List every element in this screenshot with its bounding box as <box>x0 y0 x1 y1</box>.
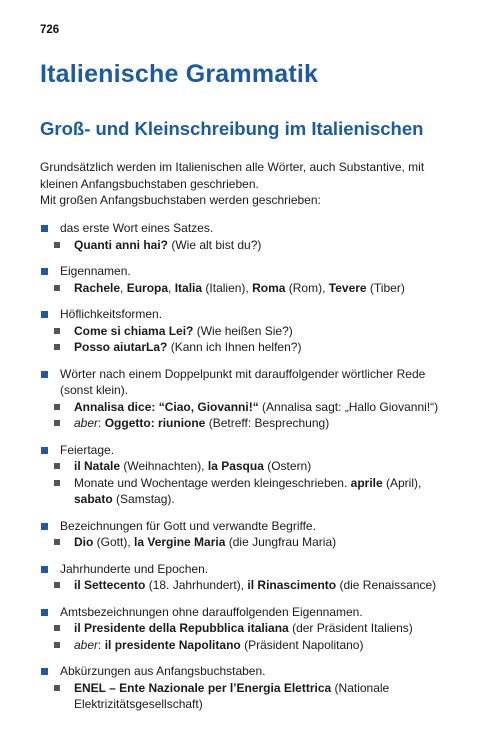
rule-item <box>40 442 450 508</box>
rule-item <box>40 366 450 432</box>
square-bullet-icon <box>41 311 48 318</box>
square-bullet-icon <box>41 668 48 675</box>
rule-text <box>40 663 450 680</box>
rule-text <box>40 442 450 459</box>
square-bullet-icon <box>41 609 48 616</box>
rule-label: das erste Wort eines Satzes. <box>60 221 214 235</box>
example-segment: (Italien), <box>202 280 253 295</box>
example-item <box>54 280 450 297</box>
example-segment: (Präsident Napolitano) <box>240 637 364 652</box>
rule-text <box>40 561 450 578</box>
example-segment: , <box>168 280 175 295</box>
example-segment: il Presidente della Repubblica italiana <box>74 621 289 635</box>
rule-label: Amtsbezeichnungen ohne darauffolgenden Eigennamen. <box>60 604 363 619</box>
example-segment: Dio <box>74 535 94 549</box>
rule-text <box>40 604 450 621</box>
example-segment: aber <box>74 637 99 652</box>
example-segment: (die Jungfrau Maria) <box>225 535 337 549</box>
example-segment: (der Präsident Italiens) <box>288 621 413 635</box>
example-item <box>54 637 450 654</box>
example-segment: Come si chiama Lei? <box>74 323 194 338</box>
small-square-bullet-icon <box>54 420 60 426</box>
example-segment: Annalisa dice: “Ciao, Giovanni!“ <box>74 399 259 414</box>
example-item <box>54 620 450 637</box>
small-square-bullet-icon <box>54 642 60 648</box>
example-segment: (Wie alt bist du?) <box>168 237 262 252</box>
rule-label: Jahrhunderte und Epochen. <box>60 561 209 576</box>
square-bullet-icon <box>41 447 48 454</box>
rule-list <box>40 220 450 713</box>
example-segment: Monate und Wochentage werden kleingeschrieben. <box>74 475 351 490</box>
small-square-bullet-icon <box>54 625 60 631</box>
rule-label: Abkürzungen aus Anfangsbuchstaben. <box>60 664 266 678</box>
rule-item <box>40 561 450 594</box>
example-segment: Posso aiutarLa? <box>74 340 168 354</box>
rule-text <box>40 263 450 280</box>
rule-label: Wörter nach einem Doppelpunkt mit darauffolgender wörtlicher Rede (sonst klein). <box>60 366 426 397</box>
intro-paragraph <box>40 159 440 209</box>
example-segment: (Gott), <box>93 535 135 549</box>
example-item <box>54 323 450 340</box>
section-heading: Groß- und Kleinschreibung im Italienischen <box>40 118 424 139</box>
small-square-bullet-icon <box>54 480 60 486</box>
example-segment: (Weihnachten), <box>120 459 208 473</box>
page-number: 726 <box>40 24 60 36</box>
example-segment: il Settecento <box>74 578 146 592</box>
example-segment: sabato <box>74 492 113 506</box>
example-segment: , <box>120 280 127 295</box>
small-square-bullet-icon <box>54 285 60 291</box>
example-segment: ENEL – Ente Nazionale per l’Energia Elettrica <box>74 680 332 695</box>
rule-label: Bezeichnungen für Gott und verwandte Begriffe. <box>60 518 316 533</box>
example-segment: Rachele <box>74 280 121 295</box>
rule-item <box>40 306 450 356</box>
rule-item <box>40 518 450 551</box>
example-item <box>54 458 450 475</box>
square-bullet-icon <box>41 371 48 378</box>
rule-label: Eigennamen. <box>60 264 131 278</box>
example-segment: il presidente Napolitano <box>104 637 241 652</box>
rule-text <box>40 220 450 237</box>
rule-item <box>40 604 450 654</box>
example-segment: Quanti anni hai? <box>74 237 169 252</box>
example-item <box>54 577 450 594</box>
example-segment: Europa <box>126 280 169 295</box>
example-segment: (Nationale Elektrizitätsgesellschaft) <box>74 680 390 711</box>
example-segment: la Pasqua <box>207 459 264 473</box>
example-segment: Roma <box>252 280 286 295</box>
example-segment: aprile <box>350 475 383 490</box>
intro-line: Grundsätzlich werden im Italienischen alle Wörter, auch Substantive, mit kleinen Anfangsbuchstaben geschrieben. <box>40 160 425 191</box>
small-square-bullet-icon <box>54 344 60 350</box>
example-segment: (die Renaissance) <box>336 578 437 592</box>
example-item <box>54 415 450 432</box>
square-bullet-icon <box>41 225 48 232</box>
rule-item <box>40 220 450 253</box>
example-segment: (Samstag). <box>112 492 175 506</box>
rule-item <box>40 663 450 713</box>
example-segment: aber <box>74 416 99 430</box>
example-segment: (April), <box>382 475 422 490</box>
example-item <box>54 534 450 551</box>
page-title: Italienische Grammatik <box>40 60 319 88</box>
example-segment: (Annalisa sagt: „Hallo Giovanni!“) <box>258 399 439 414</box>
example-segment: il Rinascimento <box>247 578 337 592</box>
example-segment: : <box>98 416 105 430</box>
example-segment: Oggetto: riunione <box>104 416 206 430</box>
example-segment: Tevere <box>328 280 367 295</box>
example-segment: Italia <box>174 280 203 295</box>
example-segment: (Ostern) <box>263 459 312 473</box>
example-segment: (Tiber) <box>366 280 405 295</box>
example-item <box>54 399 450 416</box>
example-segment: la Vergine Maria <box>134 535 226 549</box>
example-segment: (Kann ich Ihnen helfen?) <box>167 340 302 354</box>
example-segment: : <box>98 637 105 652</box>
example-item <box>54 237 450 254</box>
square-bullet-icon <box>41 566 48 573</box>
example-item <box>54 680 450 713</box>
rule-text <box>40 518 450 535</box>
square-bullet-icon <box>41 268 48 275</box>
small-square-bullet-icon <box>54 328 60 334</box>
small-square-bullet-icon <box>54 404 60 410</box>
example-segment: (18. Jahrhundert), <box>145 578 248 592</box>
example-item <box>54 475 450 508</box>
rule-text <box>40 366 450 399</box>
rule-label: Feiertage. <box>60 442 115 457</box>
rule-text <box>40 306 450 323</box>
rule-item <box>40 263 450 296</box>
example-segment: (Betreff: Besprechung) <box>205 416 330 430</box>
example-segment: il Natale <box>74 459 121 473</box>
small-square-bullet-icon <box>54 242 60 248</box>
small-square-bullet-icon <box>54 582 60 588</box>
intro-line: Mit großen Anfangsbuchstaben werden geschrieben: <box>40 193 321 207</box>
small-square-bullet-icon <box>54 463 60 469</box>
example-segment: (Wie heißen Sie?) <box>193 323 293 338</box>
small-square-bullet-icon <box>54 685 60 691</box>
square-bullet-icon <box>41 523 48 530</box>
small-square-bullet-icon <box>54 539 60 545</box>
example-item <box>54 339 450 356</box>
rule-label: Höflichkeitsformen. <box>60 307 163 321</box>
example-segment: (Rom), <box>285 280 329 295</box>
